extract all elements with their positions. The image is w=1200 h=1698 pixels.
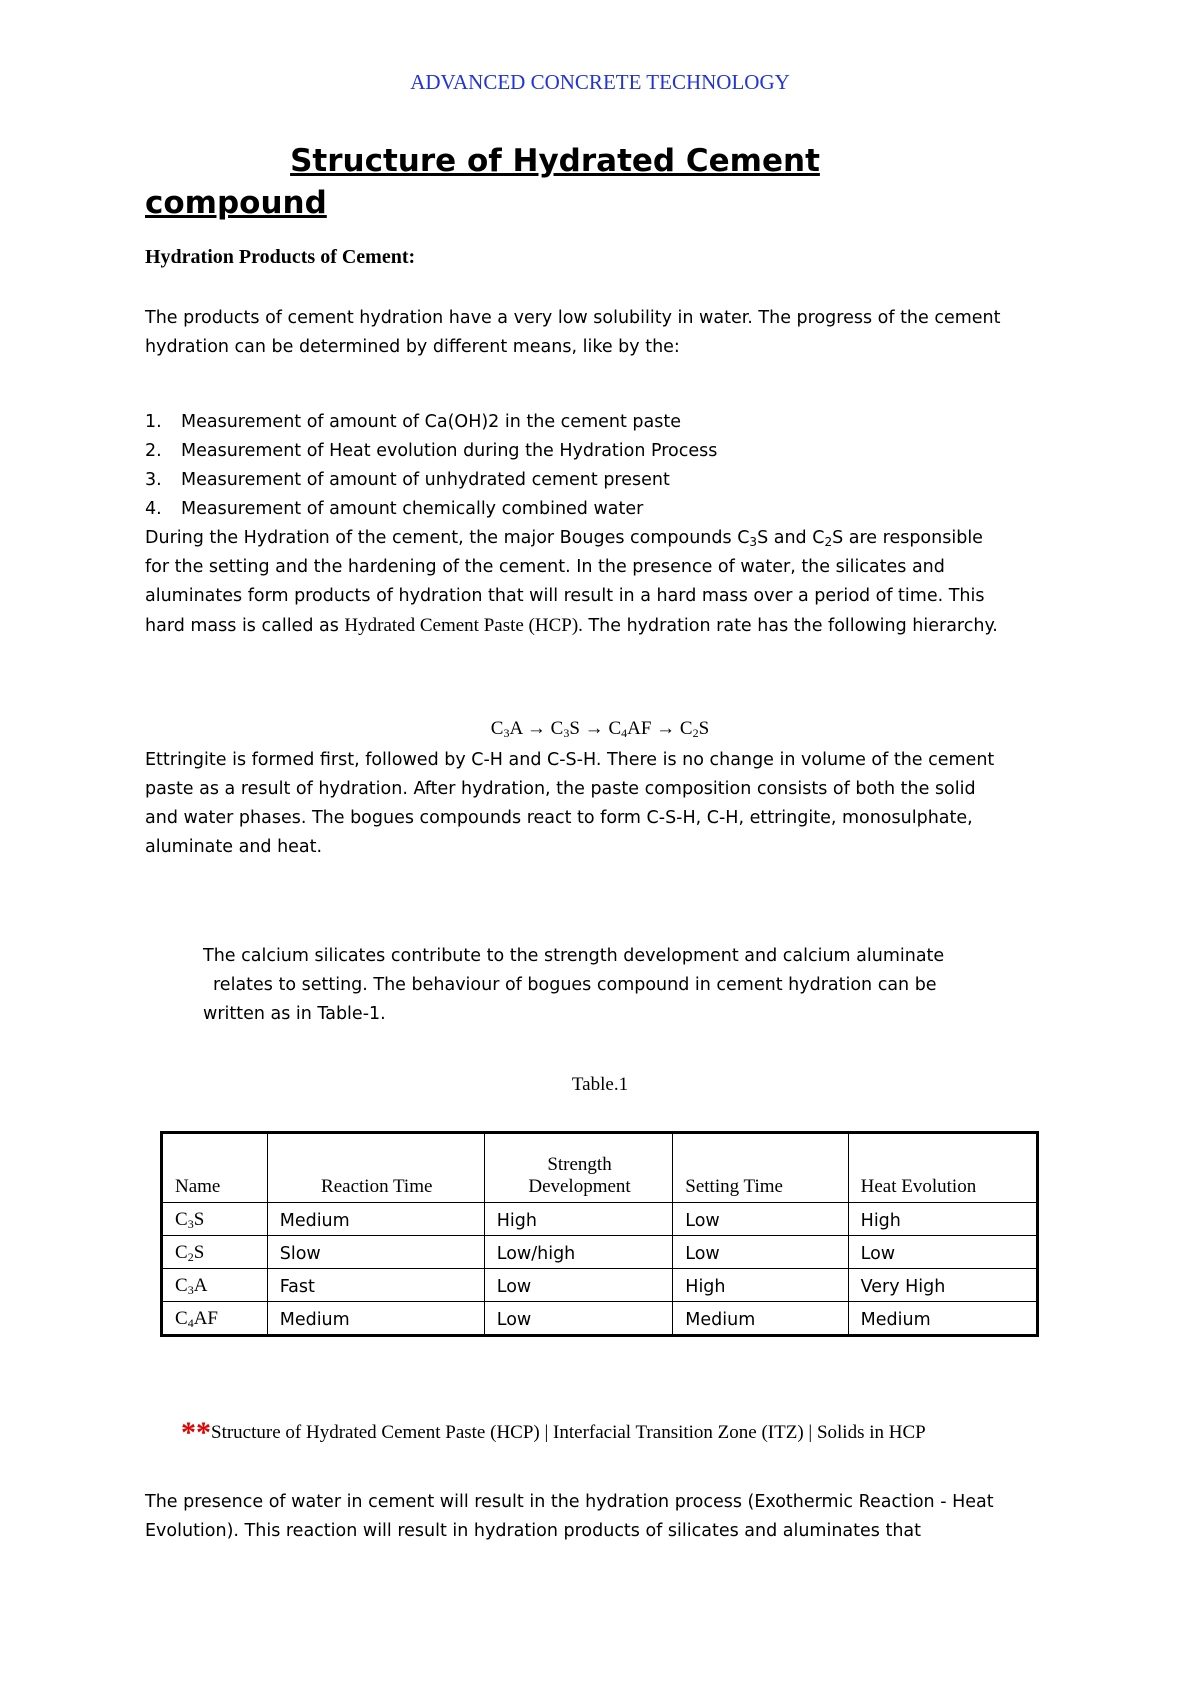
hydration-paragraph xyxy=(145,524,1005,641)
page-header: ADVANCED CONCRETE TECHNOLOGY xyxy=(410,70,790,94)
strength-cell: Low xyxy=(484,1269,673,1302)
hydration-process-paragraph: The presence of water in cement will result in the hydration process (Exothermic Reaction - Heat Evolution). This reaction will result in hydration products of silicates and aluminates that xyxy=(145,1492,994,1541)
list-item xyxy=(145,495,1025,524)
col-header-reaction-time: Reaction Time xyxy=(267,1133,484,1203)
col-header-strength: Strength Development xyxy=(484,1133,673,1203)
list-number: 4. xyxy=(145,499,162,519)
reaction-time-cell: Medium xyxy=(267,1203,484,1236)
list-number: 3. xyxy=(145,470,162,490)
col-header-name: Name xyxy=(162,1133,268,1203)
p2-text-b: S and C xyxy=(757,528,825,548)
heat-evolution-cell: High xyxy=(848,1203,1037,1236)
list-text: Measurement of amount chemically combined water xyxy=(181,499,644,519)
table-row xyxy=(162,1236,1038,1269)
col-header-heat-evolution: Heat Evolution xyxy=(848,1133,1037,1203)
p4-rest: relates to setting. The behaviour of bogues compound in cement hydration can be written as in Table-1. xyxy=(203,975,937,1024)
section-subheading: Hydration Products of Cement: xyxy=(145,246,416,268)
title-line-1: Structure of Hydrated Cement xyxy=(290,143,820,179)
list-item xyxy=(145,408,1025,437)
list-number: 2. xyxy=(145,441,162,461)
strength-cell: Low/high xyxy=(484,1236,673,1269)
heat-evolution-cell: Low xyxy=(848,1236,1037,1269)
p4-first-line: The calcium silicates contribute to the strength development and calcium aluminate xyxy=(203,946,945,966)
reaction-time-cell: Medium xyxy=(267,1302,484,1336)
list-text: Measurement of amount of Ca(OH)2 in the cement paste xyxy=(181,412,681,432)
compound-name: $C_4AF$ xyxy=(162,1302,268,1336)
strength-cell: Low xyxy=(484,1302,673,1336)
hcp-heading-text: Structure of Hydrated Cement Paste (HCP) | Interfacial Transition Zone (ITZ) | Solids in HCP xyxy=(211,1422,926,1443)
hydration-hierarchy-formula xyxy=(0,718,1200,740)
ettringite-paragraph: Ettringite is formed first, followed by C-H and C-S-H. There is no change in volume of the cement paste as a result of hydration. After hydration, the paste composition consists of both the solid and water phases. The bogues compounds react to form C-S-H, C-H, ettringite, monosulphate, aluminate and heat. xyxy=(145,750,995,857)
heat-evolution-cell: Medium xyxy=(848,1302,1037,1336)
list-text: Measurement of Heat evolution during the Hydration Process xyxy=(181,441,718,461)
setting-time-cell: Low xyxy=(673,1236,848,1269)
col-header-setting-time: Setting Time xyxy=(673,1133,848,1203)
p2-text-a: During the Hydration of the cement, the major Bouges compounds C xyxy=(145,528,750,548)
strength-cell: High xyxy=(484,1203,673,1236)
title-line-2: compound xyxy=(145,185,327,221)
list-number: 1. xyxy=(145,412,162,432)
setting-time-cell: High xyxy=(673,1269,848,1302)
heat-evolution-cell: Very High xyxy=(848,1269,1037,1302)
bogues-compound-table xyxy=(160,1131,1039,1337)
reaction-time-cell: Slow xyxy=(267,1236,484,1269)
hcp-term: Hydrated Cement Paste (HCP). xyxy=(344,615,583,636)
list-text: Measurement of amount of unhydrated cement present xyxy=(181,470,670,490)
table-row xyxy=(162,1302,1038,1336)
table-caption: Table.1 xyxy=(571,1074,629,1095)
p2-text-d: The hydration rate has the following hierarchy. xyxy=(582,616,998,636)
compound-name: $C_3A$ xyxy=(162,1269,268,1302)
compound-name: $C_3S$ xyxy=(162,1203,268,1236)
formula-term: $C_3A$ → xyxy=(490,718,551,740)
intro-paragraph: The products of cement hydration have a very low solubility in water. The progress of the cement hydration can be determined by different means, like by the: xyxy=(145,308,1001,357)
hcp-section-heading xyxy=(181,1418,1001,1448)
formula-term: $C_2S$ xyxy=(679,718,710,740)
formula-term: $C_4AF$ → xyxy=(608,718,680,740)
table-header-row xyxy=(162,1133,1038,1203)
p2-sub-1: 3 xyxy=(749,535,758,549)
asterisk-marker: ** xyxy=(181,1416,211,1449)
setting-time-cell: Medium xyxy=(673,1302,848,1336)
list-item xyxy=(145,466,1025,495)
page-title xyxy=(145,140,965,224)
measurement-list xyxy=(145,408,1025,524)
compound-name: $C_2S$ xyxy=(162,1236,268,1269)
p2-sub-2: 2 xyxy=(824,535,833,549)
calcium-silicates-paragraph xyxy=(203,942,1003,1029)
setting-time-cell: Low xyxy=(673,1203,848,1236)
p2-text-c: S are responsible for the setting and the hardening of the cement. In the presence of water, the silicates and aluminates form products of hydration that will result in a hard mass over a period of time. This hard mass is called as xyxy=(145,528,985,636)
reaction-time-cell: Fast xyxy=(267,1269,484,1302)
table-row xyxy=(162,1203,1038,1236)
list-item xyxy=(145,437,1025,466)
table-row xyxy=(162,1269,1038,1302)
formula-term: $C_3S$ → xyxy=(550,718,609,740)
